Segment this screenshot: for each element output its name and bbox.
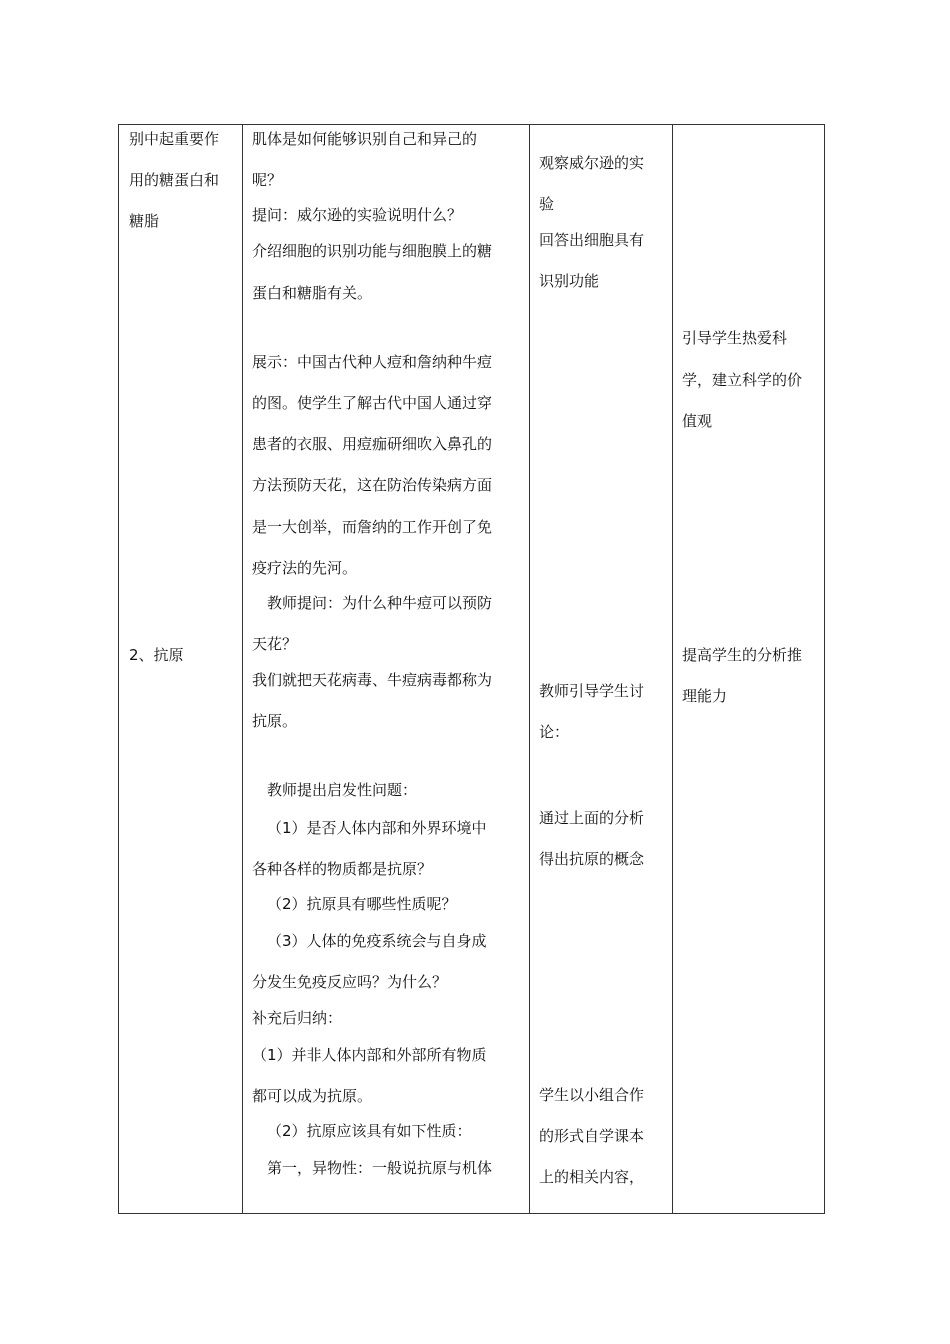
text-line: 得出抗原的概念 (539, 850, 645, 868)
text-line: 别中起重要作 (129, 130, 220, 148)
text-line: 上的相关内容， (539, 1168, 645, 1186)
text-line: 回答出细胞具有 (539, 231, 645, 249)
text-line: 我们就把天花病毒、牛痘病毒都称为 (252, 671, 493, 689)
text-line: （1）是否人体内部和外界环境中 (267, 819, 487, 837)
text-line: 值观 (682, 412, 713, 430)
text-line: 蛋白和糖脂有关。 (252, 284, 373, 302)
text-line: 识别功能 (539, 272, 600, 290)
column-divider (529, 125, 530, 1213)
text-line: 各种各样的物质都是抗原？ (252, 860, 433, 878)
text-line: （3）人体的免疫系统会与自身成 (267, 932, 487, 950)
column-divider (242, 125, 243, 1213)
text-line: 方法预防天花，这在防治传染病方面 (252, 476, 493, 494)
text-line: 天花？ (252, 635, 298, 653)
text-line: 引导学生热爱科 (682, 329, 788, 347)
text-line: 疫疗法的先河。 (252, 559, 358, 577)
text-line: 介绍细胞的识别功能与细胞膜上的糖 (252, 242, 493, 260)
text-line: 第一，异物性：一般说抗原与机体 (267, 1159, 493, 1177)
text-line: 都可以成为抗原。 (252, 1087, 373, 1105)
lesson-plan-table (118, 124, 825, 1214)
text-line: （2）抗原具有哪些性质呢？ (267, 895, 457, 913)
text-line: 观察威尔逊的实 (539, 154, 645, 172)
text-line: 论： (539, 723, 570, 741)
text-line: 教师引导学生讨 (539, 682, 645, 700)
text-line: （1）并非人体内部和外部所有物质 (252, 1046, 487, 1064)
text-line: 是一大创举，而詹纳的工作开创了免 (252, 518, 493, 536)
text-line: 肌体是如何能够识别自己和异己的 (252, 130, 478, 148)
text-line: 抗原。 (252, 712, 298, 730)
text-line: 糖脂 (129, 212, 160, 230)
text-line: 用的糖蛋白和 (129, 171, 220, 189)
text-line: 验 (539, 195, 555, 213)
text-line: （2）抗原应该具有如下性质： (267, 1122, 472, 1140)
text-line: 教师提出启发性问题： (267, 781, 418, 799)
text-line: 提问：威尔逊的实验说明什么？ (252, 206, 463, 224)
text-line: 展示：中国古代种人痘和詹纳种牛痘 (252, 353, 493, 371)
text-line: 补充后归纳： (252, 1009, 343, 1027)
text-line: 学，建立科学的价 (682, 371, 803, 389)
text-line: 教师提问：为什么种牛痘可以预防 (267, 594, 493, 612)
text-line: 理能力 (682, 687, 728, 705)
text-line: 学生以小组合作 (539, 1086, 645, 1104)
text-line: 提高学生的分析推 (682, 646, 803, 664)
section-heading: 2、抗原 (129, 646, 184, 664)
text-line: 患者的衣服、用痘痂研细吹入鼻孔的 (252, 435, 493, 453)
text-line: 分发生免疫反应吗？为什么？ (252, 973, 448, 991)
column-divider (672, 125, 673, 1213)
text-line: 的图。使学生了解古代中国人通过穿 (252, 394, 493, 412)
text-line: 呢？ (252, 171, 283, 189)
text-line: 通过上面的分析 (539, 809, 645, 827)
text-line: 的形式自学课本 (539, 1127, 645, 1145)
